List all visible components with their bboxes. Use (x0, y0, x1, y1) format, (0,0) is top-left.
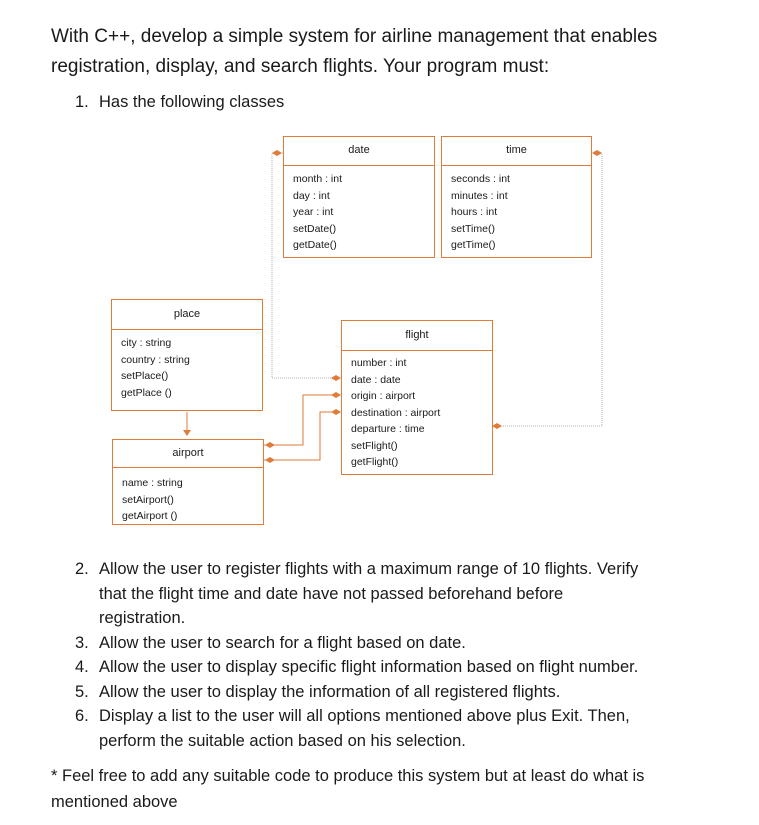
class-box-date (283, 136, 435, 258)
requirement-number: 5. (75, 682, 89, 701)
connector-airport-destination (264, 412, 340, 460)
requirement-text (99, 557, 699, 631)
requirement-text: Allow the user to display specific flight information based on flight number. (99, 658, 639, 676)
note-line-1: * Feel free to add any suitable code to produce this system but at least do what is (51, 767, 645, 785)
method: setDate() (293, 222, 337, 235)
attribute: city : string (121, 337, 172, 349)
method: getPlace () (121, 386, 172, 399)
class-name-airport: airport (113, 440, 263, 468)
class-box-flight (341, 320, 493, 475)
attribute: origin : airport (351, 390, 416, 402)
class-box-airport (112, 439, 264, 525)
class-box-time (441, 136, 592, 258)
class-box-place (111, 299, 263, 411)
attribute: minutes : int (451, 189, 508, 202)
arrowhead-flight-time (492, 423, 502, 429)
requirement-number: 3. (75, 633, 89, 652)
method: setFlight() (351, 439, 398, 452)
connector-airport-origin (264, 395, 340, 445)
attribute: seconds : int (451, 173, 510, 185)
class-attributes-airport (122, 475, 183, 525)
intro-line-1: With C++, develop a simple system for airline management that enables (51, 26, 658, 47)
requirement-number: 4. (75, 658, 89, 676)
note-line-2: mentioned above (51, 793, 178, 811)
arrowhead-airport-origin (265, 442, 275, 448)
requirement-line: Allow the user to register flights with a maximum range of 10 flights. Verify (99, 560, 639, 578)
requirement-number: 1. (75, 93, 89, 111)
attribute: date : date (351, 373, 401, 386)
method: getDate() (293, 239, 337, 251)
attribute: year : int (293, 206, 334, 218)
requirement-text: Has the following classes (99, 93, 285, 111)
requirement-line: that the flight time and date have not passed beforehand before (99, 584, 564, 603)
attribute: country : string (121, 353, 190, 366)
attribute: destination : airport (351, 406, 441, 419)
method: getAirport () (122, 510, 178, 522)
arrowhead-flight-date (331, 375, 341, 381)
requirement-text: Allow the user to display the information of all registered flights. (99, 682, 561, 701)
attribute: hours : int (451, 206, 498, 218)
attribute: name : string (122, 477, 183, 489)
method: setPlace() (121, 370, 169, 382)
arrowhead-date (272, 150, 282, 156)
class-attributes-flight (351, 355, 440, 471)
requirement-number: 2. (75, 560, 89, 578)
requirement-line: Display a list to the user will all options mentioned above plus Exit. Then, (99, 707, 630, 725)
class-attributes-date (293, 171, 342, 254)
class-name-time: time (442, 137, 591, 166)
requirement-text: Allow the user to search for a flight based on date. (99, 633, 466, 652)
attribute: month : int (293, 173, 343, 185)
requirement-text (99, 704, 699, 753)
method: setTime() (451, 222, 495, 235)
method: setAirport() (122, 493, 174, 506)
requirement-number: 6. (75, 707, 89, 725)
arrowhead-flight-destination (331, 409, 341, 415)
method: getFlight() (351, 456, 399, 468)
arrowhead-flight-origin (331, 392, 341, 398)
attribute: day : int (293, 189, 330, 202)
arrowhead-time (592, 150, 602, 156)
requirement-line: perform the suitable action based on his selection. (99, 731, 466, 750)
class-name-place: place (112, 300, 262, 330)
attribute: departure : time (351, 423, 425, 435)
class-name-date: date (284, 137, 434, 166)
closing-note (51, 763, 741, 815)
attribute: number : int (351, 357, 407, 369)
arrowhead-airport (183, 430, 191, 436)
class-name-flight: flight (342, 321, 492, 351)
requirement-line: registration. (99, 609, 186, 627)
intro-line-2: registration, display, and search flights. Your program must: (51, 56, 550, 77)
class-attributes-place (121, 335, 190, 401)
class-attributes-time (451, 171, 510, 254)
method: getTime() (451, 239, 496, 251)
arrowhead-airport-destination (265, 457, 275, 463)
